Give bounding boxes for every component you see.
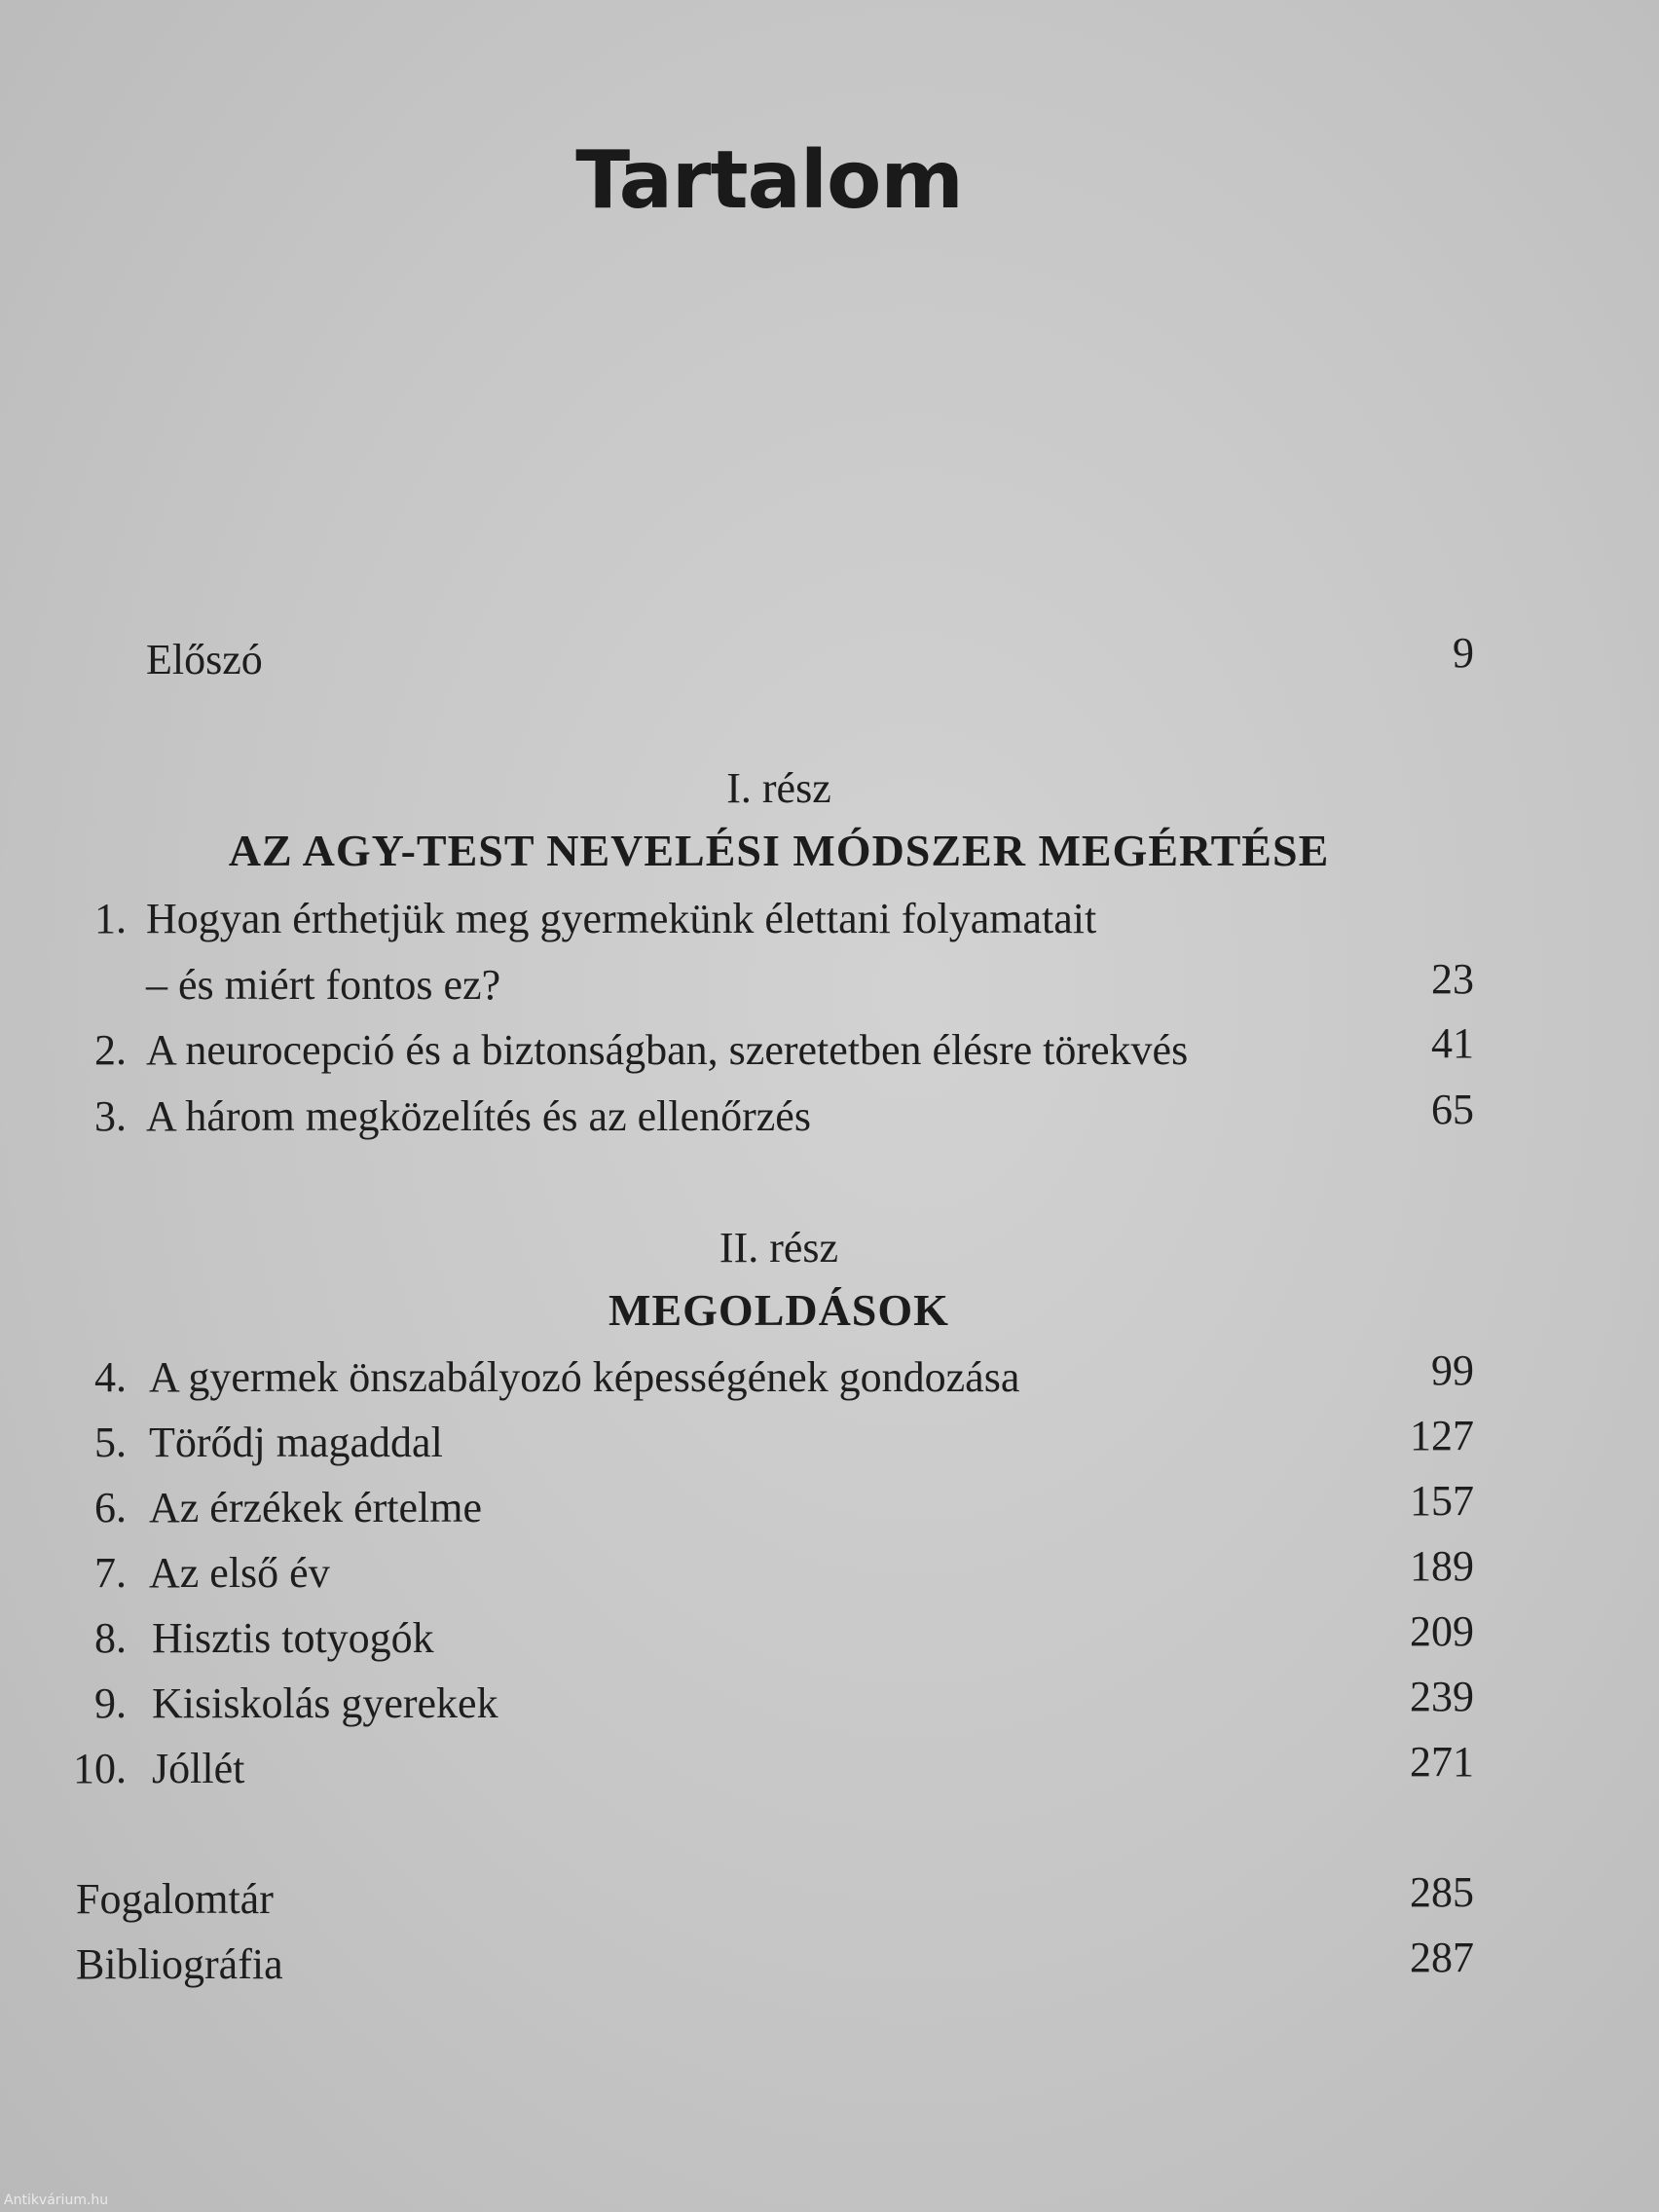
part-label: II. rész bbox=[719, 1224, 839, 1272]
toc-page-number: 287 bbox=[1410, 1934, 1474, 1981]
chapter-number: 9. bbox=[94, 1679, 127, 1727]
chapter-title: A neurocepció és a biztonságban, szeretetben élésre törekvés bbox=[146, 1026, 1189, 1074]
toc-page-number: 99 bbox=[1431, 1346, 1474, 1394]
chapter-number: 10. bbox=[73, 1745, 127, 1792]
chapter-title: A gyermek önszabályozó képességének gondozása bbox=[149, 1353, 1020, 1401]
toc-page-number: 23 bbox=[1431, 955, 1474, 1003]
part-title: MEGOLDÁSOK bbox=[608, 1285, 949, 1335]
toc-page-number: 9 bbox=[1453, 629, 1474, 677]
toc-entry-glossary: Fogalomtár bbox=[76, 1875, 274, 1923]
toc-page-number: 239 bbox=[1410, 1673, 1474, 1720]
chapter-title: A három megközelítés és az ellenőrzés bbox=[146, 1092, 811, 1140]
part-title: AZ AGY-TEST NEVELÉSI MÓDSZER MEGÉRTÉSE bbox=[228, 826, 1330, 875]
chapter-number: 6. bbox=[94, 1484, 127, 1531]
toc-page-number: 127 bbox=[1410, 1412, 1474, 1459]
chapter-title: Az első év bbox=[149, 1549, 330, 1597]
page-title: Tartalom bbox=[575, 134, 963, 227]
toc-entry-foreword: Előszó bbox=[146, 636, 263, 683]
toc-page-number: 285 bbox=[1410, 1868, 1474, 1916]
toc-page-number: 157 bbox=[1410, 1477, 1474, 1525]
chapter-title: Törődj magaddal bbox=[149, 1419, 443, 1466]
chapter-title-continued: – és miért fontos ez? bbox=[146, 961, 501, 1009]
chapter-number: 1. bbox=[94, 895, 127, 942]
toc-entry-bibliography: Bibliográfia bbox=[76, 1940, 283, 1988]
toc-page-number: 271 bbox=[1410, 1738, 1474, 1786]
watermark: Antikvárium.hu bbox=[4, 2193, 109, 2208]
chapter-title: Kisiskolás gyerekek bbox=[152, 1679, 498, 1727]
toc-page-number: 65 bbox=[1431, 1086, 1474, 1133]
chapter-number: 5. bbox=[94, 1419, 127, 1466]
chapter-number: 7. bbox=[94, 1549, 127, 1597]
toc-page-number: 209 bbox=[1410, 1607, 1474, 1655]
chapter-number: 2. bbox=[94, 1026, 127, 1074]
chapter-title: Hisztis totyogók bbox=[152, 1614, 434, 1662]
chapter-number: 8. bbox=[94, 1614, 127, 1662]
chapter-title: Az érzékek értelme bbox=[149, 1484, 482, 1531]
chapter-title: Jóllét bbox=[152, 1745, 245, 1792]
chapter-title: Hogyan érthetjük meg gyermekünk élettani folyamatait bbox=[146, 895, 1097, 942]
toc-page-number: 189 bbox=[1410, 1542, 1474, 1590]
part-label: I. rész bbox=[726, 764, 831, 812]
toc-page-number: 41 bbox=[1431, 1019, 1474, 1067]
chapter-number: 3. bbox=[94, 1092, 127, 1140]
chapter-number: 4. bbox=[94, 1353, 127, 1401]
